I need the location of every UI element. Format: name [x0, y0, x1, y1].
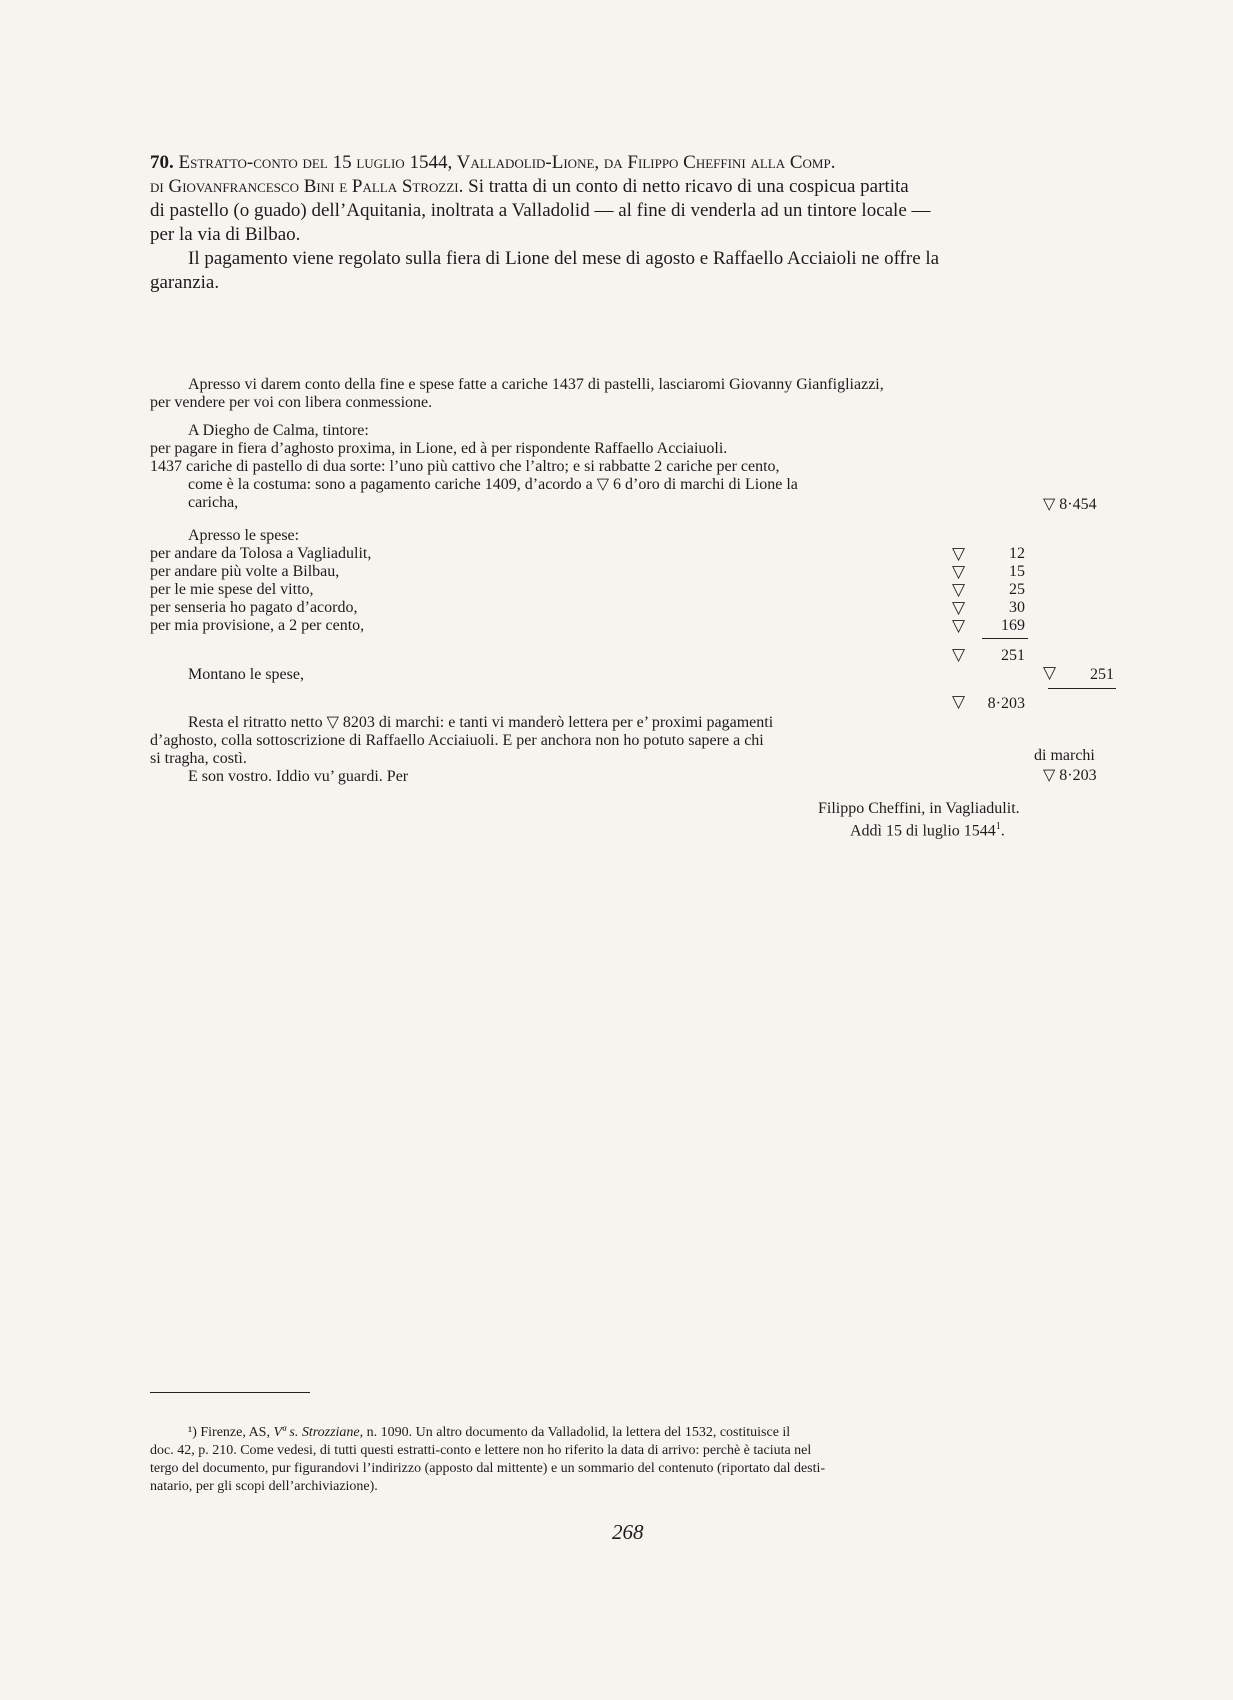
signature-date: Addì 15 di luglio 1544: [850, 822, 996, 840]
expense-amount: 15: [1009, 563, 1025, 580]
footnote-marker: 1: [995, 821, 1001, 832]
gross-total: ▽ 8·454: [1043, 496, 1097, 513]
expense-label: per mia provisione, a 2 per cento,: [150, 617, 365, 634]
footnote-line-1-text: n. 1090. Un altro documento da Valladolid, la lettera del 1532, costituisce il: [363, 1425, 791, 1440]
expense-amount: 25: [1009, 581, 1025, 598]
heading-line-1: [150, 151, 835, 175]
page-number: 268: [612, 1520, 644, 1544]
montano-label: Montano le spese,: [188, 666, 304, 683]
expense-label: per andare più volte a Bilbau,: [150, 563, 340, 580]
footnote-line-3: tergo del documento, pur figurandovi l’indirizzo (apposto dal mittente) e un sommario del contenuto (riportato dal desti-: [150, 1461, 826, 1476]
letter-p2-line-4: come è la costuma: sono a pagamento cariche 1409, d’acordo a ▽ 6 d’oro di marchi di Lione la: [188, 476, 798, 493]
triangle-icon: ▽: [952, 616, 966, 635]
triangle-icon: ▽: [952, 544, 966, 563]
letter-p1-line-1: Apresso vi darem conto della fine e spese fatte a cariche 1437 di pastelli, lasciaromi Giovanny Gianfigliazzi,: [188, 376, 884, 393]
footnote-rule: [150, 1392, 310, 1393]
heading-line-3: di pastello (o guado) dell’Aquitania, inoltrata a Valladolid — al fine di venderla ad un tintore locale —: [150, 200, 931, 221]
footnote-source: ¹) Firenze, AS,: [188, 1425, 274, 1440]
expense-amount: 169: [1001, 617, 1025, 634]
heading-line-5: Il pagamento viene regolato sulla fiera di Lione del mese di agosto e Raffaello Acciaioli ne offre la: [188, 248, 940, 269]
right-net-total: ▽ 8·203: [1043, 767, 1097, 784]
expenses-subtotal: 251: [1001, 647, 1025, 664]
triangle-icon: ▽: [952, 562, 966, 581]
footnote-line-2: doc. 42, p. 210. Come vedesi, di tutti questi estratti-conto e lettere non ho riferito la data di arrivo: perchè è taciuta nel: [150, 1443, 812, 1458]
letter-p2-line-1: A Diegho de Calma, tintore:: [188, 422, 369, 439]
expense-label: per senseria ho pagato d’acordo,: [150, 599, 358, 616]
triangle-icon: ▽: [952, 692, 966, 711]
footnote-line-1: [188, 1424, 790, 1441]
expense-amount: 30: [1009, 599, 1025, 616]
triangle-icon: ▽: [952, 580, 966, 599]
heading-line-2-text: Si tratta di un conto di netto ricavo di una cospicua partita: [468, 176, 909, 197]
expense-amount: 12: [1009, 545, 1025, 562]
heading-title: Estratto-conto del 15 luglio 1544, Valladolid-Lione, da Filippo Cheffini alla Comp.: [178, 152, 836, 173]
heading-line-6: garanzia.: [150, 272, 220, 293]
heading-line-4: per la via di Bilbao.: [150, 224, 301, 245]
letter-p3-line-1: Resta el ritratto netto ▽ 8203 di marchi: e tanti vi manderò lettera per e’ proximi pagamenti: [188, 714, 774, 731]
letter-p2-line-3: 1437 cariche di pastello di dua sorte: l’uno più cattivo che l’altro; e si rabbatte 2 cariche per cento,: [150, 458, 780, 475]
net-amount: 8·203: [987, 695, 1025, 712]
signature-line-1: Filippo Cheffini, in Vagliadulit.: [818, 800, 1020, 817]
letter-p3-line-3: si tragha, costì.: [150, 750, 247, 767]
triangle-icon: ▽: [952, 598, 966, 617]
footnote-series: Vª s. Strozziane,: [273, 1425, 364, 1440]
expense-label: per andare da Tolosa a Vagliadulit,: [150, 545, 372, 562]
letter-p3-line-4: E son vostro. Iddio vu’ guardi. Per: [188, 768, 409, 785]
heading-line-2: [150, 175, 909, 199]
letter-p2-line-2: per pagare in fiera d’aghosto proxima, in Lione, ed à per rispondente Raffaello Acciaiuoli.: [150, 440, 728, 457]
signature-line-2: [850, 818, 1005, 839]
letter-p3-line-2: d’aghosto, colla sottoscrizione di Raffaello Acciaiuoli. E per anchora non ho potuto sapere a chi: [150, 732, 764, 749]
entry-number: 70.: [150, 152, 174, 173]
expenses-heading: Apresso le spese:: [188, 527, 300, 544]
montano-amount: 251: [1090, 666, 1114, 683]
subtotal-rule: [982, 638, 1028, 639]
letter-p2-line-5: caricha,: [188, 494, 239, 511]
triangle-icon: ▽: [1043, 663, 1057, 682]
footnote-line-4: natario, per gli scopi dell’archiviazione).: [150, 1479, 378, 1494]
right-di-marchi: di marchi: [1034, 747, 1095, 764]
letter-p1-line-2: per vendere per voi con libera conmessione.: [150, 394, 433, 411]
heading-names: di Giovanfrancesco Bini e Palla Strozzi.: [150, 176, 464, 197]
expense-label: per le mie spese del vitto,: [150, 581, 314, 598]
signature-end: .: [1000, 822, 1005, 840]
triangle-icon: ▽: [952, 645, 966, 664]
total-rule: [1048, 688, 1116, 689]
